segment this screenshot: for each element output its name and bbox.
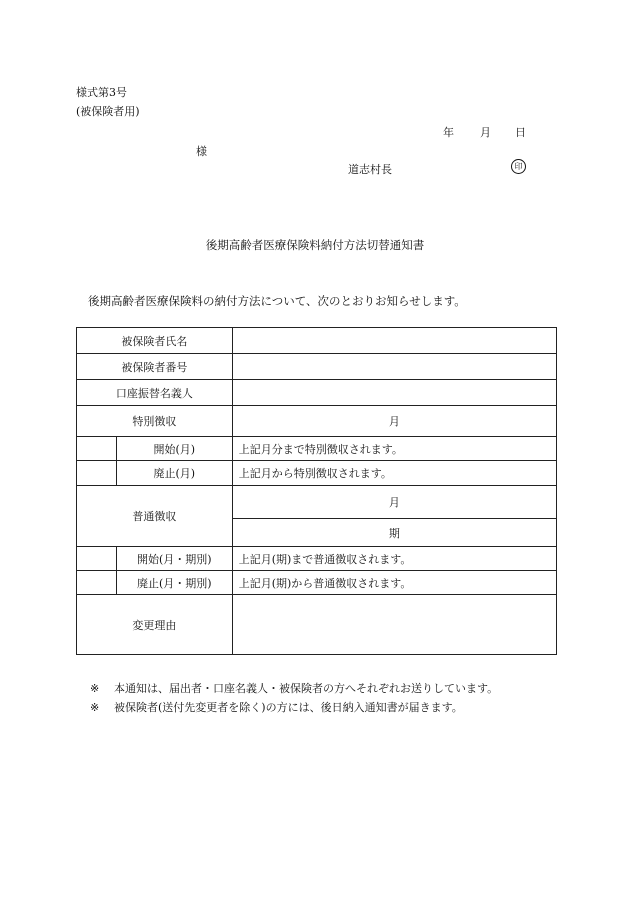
table-row (77, 437, 557, 461)
note-2 (90, 699, 463, 715)
indent-cell (77, 571, 117, 595)
date-day: 日 (515, 126, 526, 139)
note-1 (90, 680, 498, 696)
insured-number-label: 被保険者番号 (77, 354, 233, 380)
insured-number-value (232, 354, 556, 380)
date-month: 月 (480, 126, 491, 139)
note-mark: ※ (90, 682, 100, 695)
indent-cell (77, 547, 117, 571)
table-row (77, 461, 557, 486)
special-start-label: 開始(月) (116, 437, 232, 461)
account-holder-label: 口座振替名義人 (77, 380, 233, 406)
special-start-text: 上記月分まで特別徴収されます。 (232, 437, 556, 461)
note-2-text: 被保険者(送付先変更者を除く)の方には、後日納入通知書が届きます。 (114, 701, 463, 714)
form-number: 様式第3号 (76, 86, 127, 99)
note-1-text: 本通知は、届出者・口座名義人・被保険者の方へそれぞれお送りしています。 (114, 682, 499, 695)
table-row (77, 328, 557, 354)
ordinary-start-label: 開始(月・期別) (116, 547, 232, 571)
table-row (77, 380, 557, 406)
indent-cell (77, 461, 117, 486)
account-holder-value (232, 380, 556, 406)
table-row (77, 354, 557, 380)
reason-label: 変更理由 (77, 595, 233, 655)
ordinary-period-unit: 期 (232, 519, 556, 547)
intro-text: 後期高齢者医療保険料の納付方法について、次のとおりお知らせします。 (88, 294, 466, 308)
ordinary-stop-text: 上記月(期)から普通徴収されます。 (232, 571, 556, 595)
issuer-name: 道志村長 (348, 163, 392, 176)
ordinary-start-text: 上記月(期)まで普通徴収されます。 (232, 547, 556, 571)
document-title: 後期高齢者医療保険料納付方法切替通知書 (205, 238, 425, 252)
insured-name-label: 被保険者氏名 (77, 328, 233, 354)
special-month-unit: 月 (232, 406, 556, 437)
reason-value (232, 595, 556, 655)
insured-name-value (232, 328, 556, 354)
ordinary-month-unit: 月 (232, 486, 556, 519)
addressee-suffix: 様 (196, 145, 207, 158)
note-mark: ※ (90, 701, 100, 714)
special-stop-label: 廃止(月) (116, 461, 232, 486)
table-row (77, 486, 557, 519)
ordinary-stop-label: 廃止(月・期別) (116, 571, 232, 595)
form-recipient-type: (被保険者用) (76, 105, 140, 118)
notice-table (76, 327, 557, 655)
special-stop-text: 上記月から特別徴収されます。 (232, 461, 556, 486)
special-collection-label: 特別徴収 (77, 406, 233, 437)
date-year: 年 (443, 126, 454, 139)
table-row (77, 571, 557, 595)
table-row (77, 406, 557, 437)
ordinary-collection-label: 普通徴収 (77, 486, 233, 547)
seal-mark: 印 (511, 159, 526, 174)
table-row (77, 547, 557, 571)
indent-cell (77, 437, 117, 461)
table-row (77, 595, 557, 655)
